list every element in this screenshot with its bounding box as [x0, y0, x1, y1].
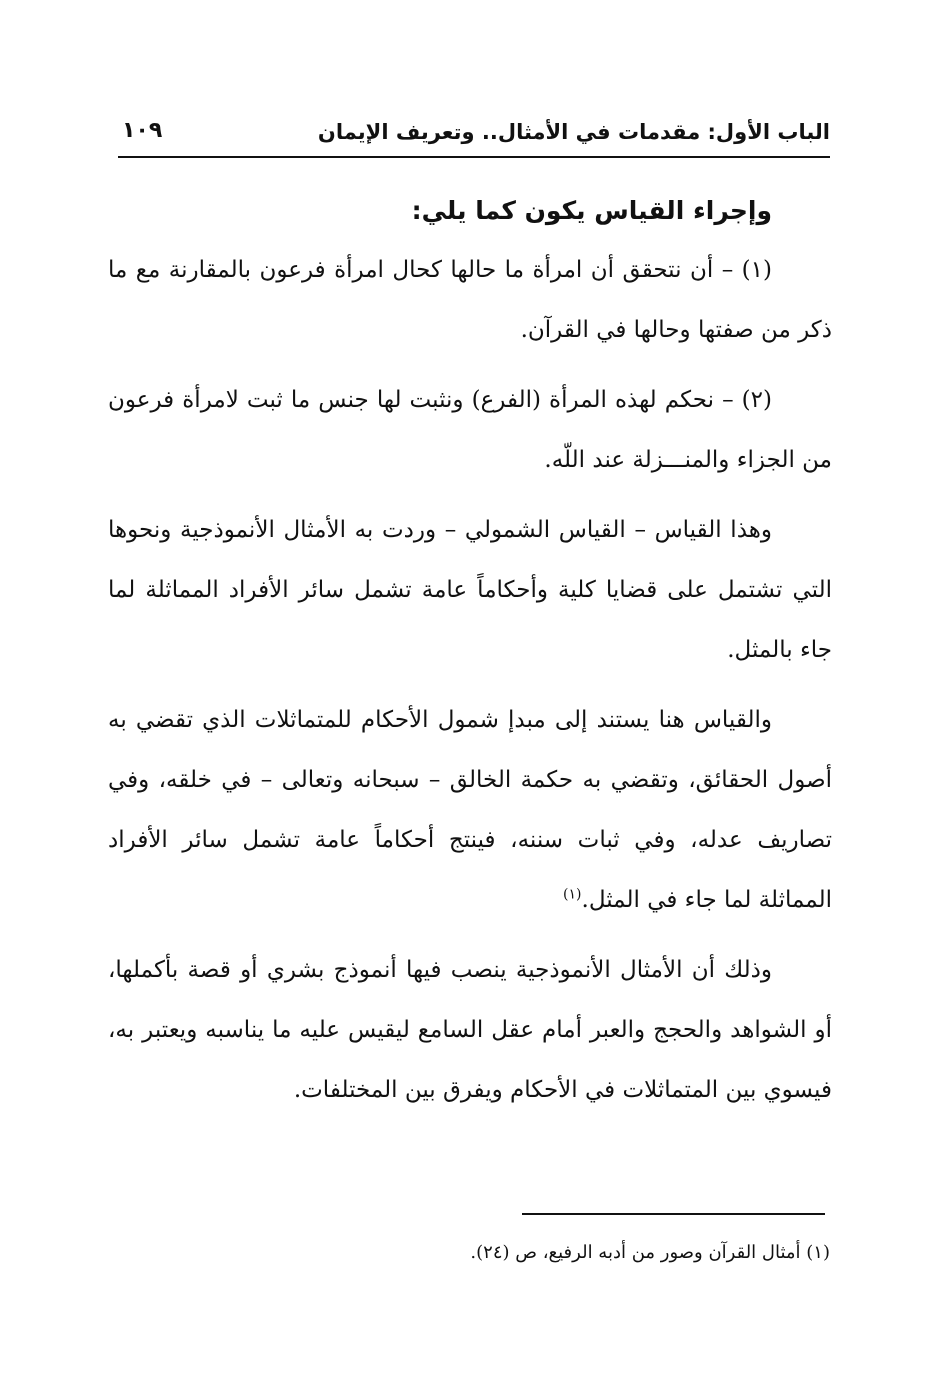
footnote-reference[interactable]: (١)	[563, 886, 582, 903]
paragraph-text: (١) – أن نتحقق أن امرأة ما حالها كحال امرأة فرعون بالمقارنة مع ما ذكر من صفتها وحالها في القرآن.	[108, 257, 832, 343]
paragraph-model-parables	[108, 940, 832, 1120]
paragraph-text: وهذا القياس – القياس الشمولي – وردت به الأمثال الأنموذجية ونحوها التي تشتمل على قضايا كلية وأحكاماً عامة تشمل سائر الأفراد المماثلة لما جاء بالمثل.	[108, 517, 832, 663]
footnote-divider	[522, 1213, 825, 1215]
paragraph-text: (٢) – نحكم لهذه المرأة (الفرع) ونثبت لها جنس ما ثبت لامرأة فرعون من الجزاء والمنـــزلة عند اللّه.	[108, 387, 832, 473]
paragraph-comprehensive-analogy	[108, 500, 832, 680]
chapter-title: الباب الأول: مقدمات في الأمثال.. وتعريف الإيمان	[317, 120, 830, 144]
paragraph-text: وذلك أن الأمثال الأنموذجية ينصب فيها أنموذج بشري أو قصة بأكملها، أو الشواهد والحجج والعبر أمام عقل السامع ليقيس عليه ما يناسبه ويعتبر به، فيسوي بين المتماثلات في الأحكام ويفرق بين المختلفات.	[108, 957, 832, 1103]
paragraph-text: والقياس هنا يستند إلى مبدإ شمول الأحكام للمتماثلات الذي تقضي به أصول الحقائق، وتقضي به حكمة الخالق – سبحانه وتعالى – في خلقه، وفي تصاريف عدله، وفي ثبات سننه، فينتج أحكاماً عامة تشمل سائر الأفراد المماثلة لما جاء في المثل.	[108, 707, 832, 913]
running-header	[118, 116, 830, 158]
section-heading: وإجراء القياس يكون كما يلي:	[411, 196, 772, 225]
page-number: ١٠٩	[122, 118, 163, 143]
footnote: (١) أمثال القرآن وصور من أدبه الرفيع، ص (٢٤).	[470, 1242, 830, 1263]
body-text	[108, 182, 832, 1130]
paragraph-principle	[108, 690, 832, 930]
paragraph-step-one	[108, 240, 832, 360]
paragraph-step-two	[108, 370, 832, 490]
